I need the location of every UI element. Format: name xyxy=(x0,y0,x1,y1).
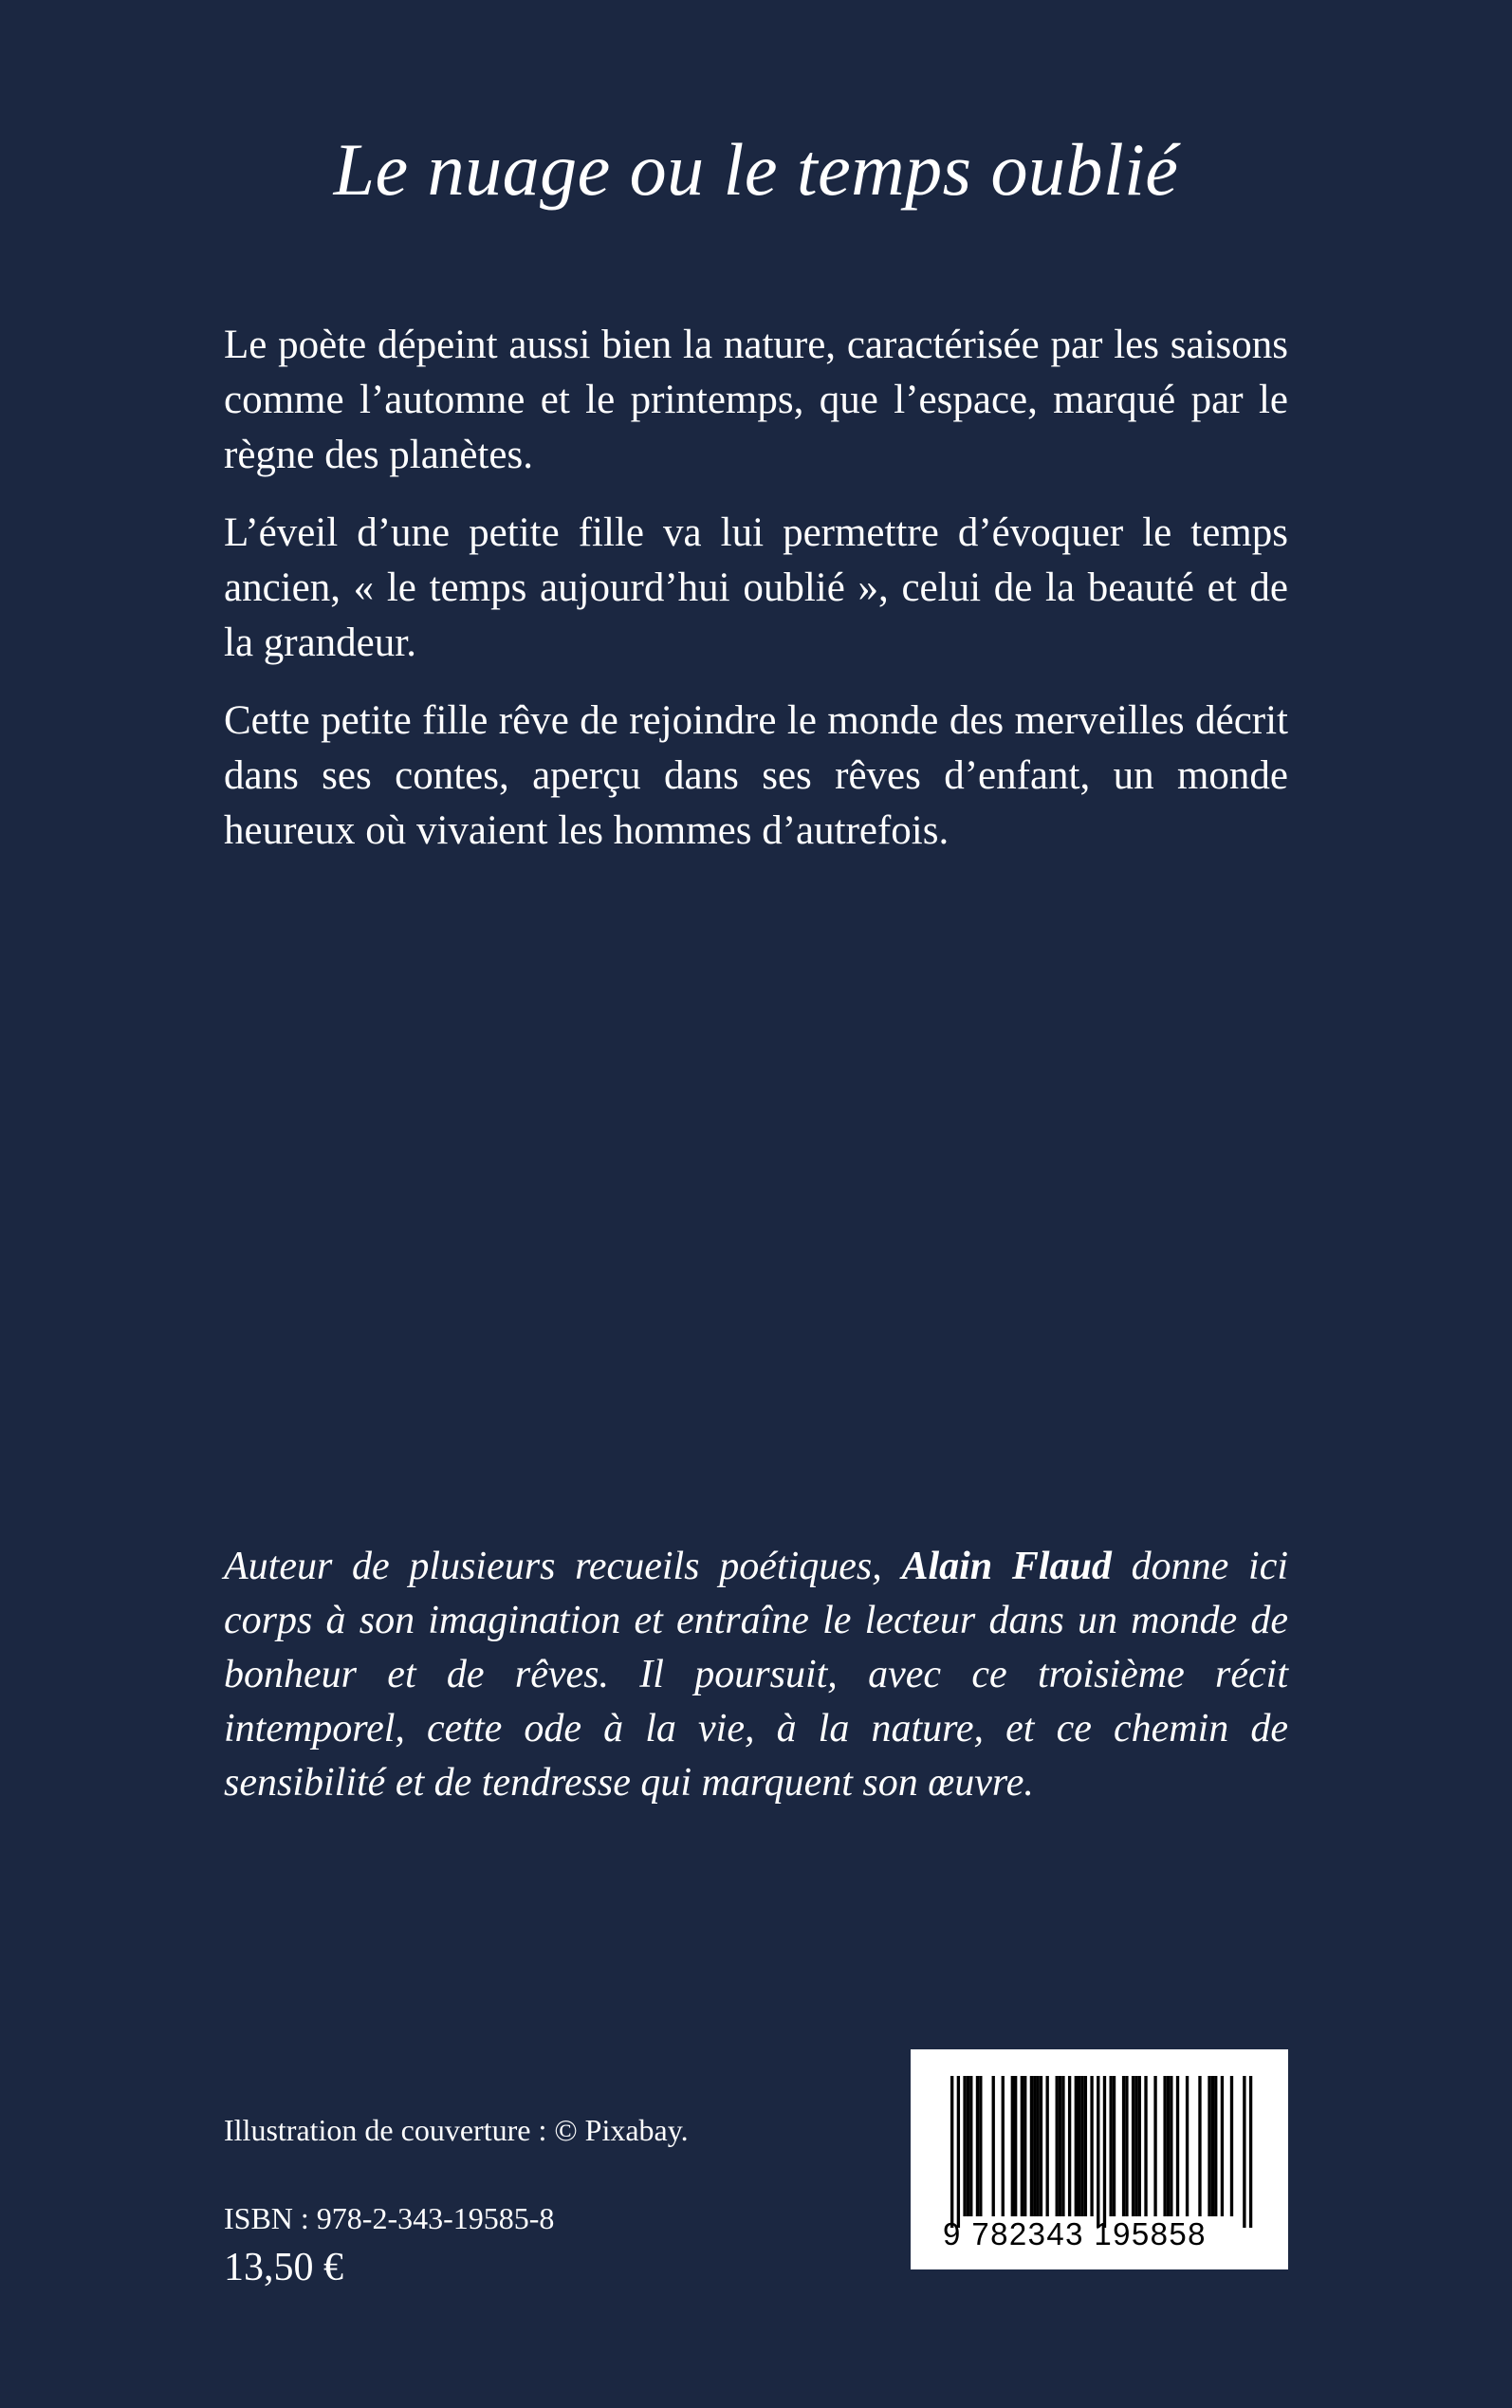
barcode-bar xyxy=(1030,2076,1033,2216)
price: 13,50 € xyxy=(224,2246,343,2289)
barcode-bar xyxy=(1080,2076,1083,2216)
barcode-bar xyxy=(1021,2076,1023,2216)
barcode-bar xyxy=(950,2076,953,2228)
isbn: ISBN : 978-2-343-19585-8 xyxy=(224,2201,555,2235)
barcode-bar xyxy=(1090,2076,1093,2216)
summary-paragraph: Cette petite fille rêve de rejoindre le monde des merveilles décrit dans ses contes, aperçu dans ses rêves d’enfant, un monde heureux où vivaient les hommes d’autrefois. xyxy=(224,698,1288,853)
barcode-bar xyxy=(976,2076,979,2216)
barcode-bar xyxy=(1122,2076,1125,2216)
barcode-bar xyxy=(1075,2076,1078,2216)
barcode-bar xyxy=(1249,2076,1252,2228)
barcode xyxy=(911,2049,1288,2269)
barcode-bar xyxy=(1132,2076,1134,2216)
barcode-bar xyxy=(963,2076,966,2216)
bio-text-start: Auteur de plusieurs recueils poétiques, xyxy=(224,1545,902,1588)
barcode-bar xyxy=(992,2076,995,2216)
barcode-bar xyxy=(1221,2076,1224,2216)
barcode-bar xyxy=(1002,2076,1005,2216)
barcode-bar xyxy=(1153,2076,1156,2216)
barcode-bar xyxy=(1097,2076,1099,2228)
bio-text-end: donne ici corps à son imagination et entraîne le lecteur dans un monde de bonheur et de rêves. Il poursuit, avec ce troisième récit intemporel, cette ode à la vie, à la nature, et ce chemin de sensibilité et de tendresse qui marquent son œuvre. xyxy=(224,1545,1289,1805)
barcode-bar xyxy=(969,2076,972,2216)
barcode-bar xyxy=(1144,2076,1147,2216)
barcode-bar xyxy=(1011,2076,1014,2216)
barcode-bar xyxy=(1056,2076,1059,2216)
book-title: Le nuage ou le temps oublié xyxy=(333,128,1179,211)
barcode-bar xyxy=(1170,2076,1172,2216)
barcode-bar xyxy=(1243,2076,1245,2228)
summary-block xyxy=(224,318,1288,881)
barcode-bar xyxy=(1186,2076,1189,2216)
barcode-bar xyxy=(1103,2076,1106,2228)
barcode-bar xyxy=(1214,2076,1217,2216)
barcode-bar xyxy=(1023,2076,1026,2216)
barcode-bar xyxy=(1046,2076,1049,2216)
barcode-bar xyxy=(1138,2076,1141,2216)
barcode-bar xyxy=(967,2076,969,2216)
barcode-bar xyxy=(1036,2076,1039,2216)
barcode-bar xyxy=(1125,2076,1128,2216)
barcode-bar xyxy=(1084,2076,1087,2216)
barcode-bar xyxy=(979,2076,982,2216)
author-bio xyxy=(224,1540,1288,1810)
summary-paragraph: Le poète dépeint aussi bien la nature, caractérisée par les saisons comme l’automne et le printemps, que l’espace, marqué par le règne des planètes. xyxy=(224,323,1288,477)
barcode-bar xyxy=(1176,2076,1179,2216)
barcode-bar xyxy=(1061,2076,1064,2216)
barcode-bar xyxy=(1068,2076,1071,2216)
barcode-bar xyxy=(1134,2076,1137,2216)
barcode-bar xyxy=(1033,2076,1036,2216)
barcode-bar xyxy=(1078,2076,1080,2216)
barcode-bar xyxy=(957,2076,960,2228)
barcode-digits: 9 782343 195858 xyxy=(943,2216,1207,2251)
barcode-bar xyxy=(1110,2076,1113,2216)
barcode-bar xyxy=(1163,2076,1166,2216)
barcode-bar xyxy=(1040,2076,1042,2216)
barcode-bar xyxy=(1230,2076,1233,2216)
barcode-bar xyxy=(1208,2076,1210,2216)
summary-paragraph: L’éveil d’une petite fille va lui permettre d’évoquer le temps ancien, « le temps aujourd’hui oublié », celui de la beauté et de la grandeur. xyxy=(224,510,1288,665)
barcode-bar xyxy=(1167,2076,1170,2216)
illustration-credit: Illustration de couverture : © Pixabay. xyxy=(224,2113,689,2147)
barcode-bar xyxy=(1198,2076,1201,2216)
author-name: Alain Flaud xyxy=(901,1545,1112,1588)
barcode-bar xyxy=(1211,2076,1214,2216)
barcode-bar xyxy=(1014,2076,1017,2216)
barcode-bar xyxy=(1113,2076,1116,2216)
barcode-bar xyxy=(1059,2076,1061,2216)
